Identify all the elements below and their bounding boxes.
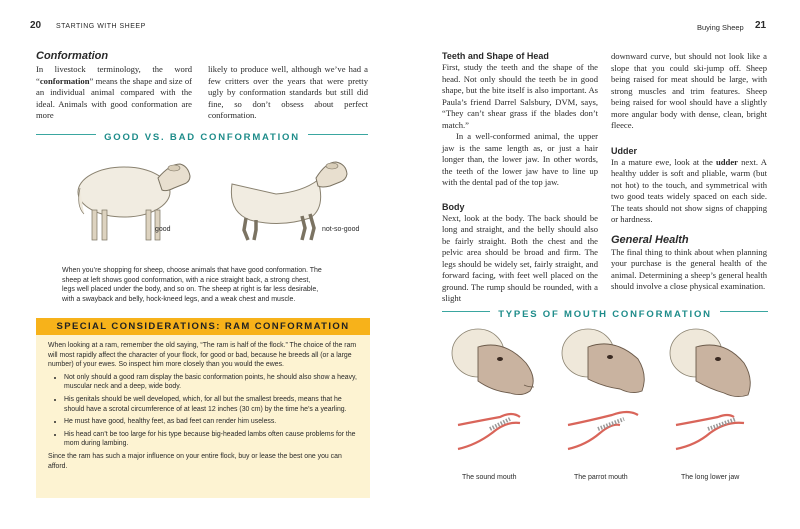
sidebar-bullets: [48, 373, 358, 449]
caption-sound-mouth: The sound mouth: [462, 474, 517, 481]
section-title-good-bad: GOOD VS. BAD CONFORMATION: [96, 132, 308, 143]
list-item: • His genitals should be well developed, which, for all but the smallest breeds, means that he should have a scrotal circumference of at least 12 inches (30 cm) by the time he’s a yearling.: [64, 395, 358, 414]
sidebar-title: SPECIAL CONSIDERATIONS: RAM CONFORMATION: [36, 318, 370, 335]
right-column-2: [611, 51, 767, 293]
running-head-right: Buying Sheep: [697, 23, 744, 32]
section-title-mouth: TYPES OF MOUTH CONFORMATION: [490, 309, 720, 320]
long-lower-jaw-head: [670, 329, 750, 397]
right-column-1: [442, 51, 598, 305]
figure-caption-conformation: When you’re shopping for sheep, choose animals that have good conformation. The sheep at left shows good conformation, with a nice straight back, a strong chest, legs well placed under the body, and so on. The sheep at right is far less desirable, with a swayback and belly, hock-kneed legs, and a weak chest and muscle.: [62, 267, 322, 303]
body-continued-text: downward curve, but should not look like a slope that you could ski-jump off. Sheep being raised for meat should be large, with strong muscles and trim features. Sheep being raised for wool should have a slightly more angular body with dense, clean, bright fleece.: [611, 51, 767, 130]
body-text: Next, look at the body. The back should be long and straight, and the belly should also be fairly straight. Both the chest and the pelvic area should be broad and firm. The legs should be widely set, fairly straight, and forward facing, with feet well placed on the ground. The rump should be rounded, with a slight: [442, 212, 598, 303]
teeth-p2: In a well-conformed animal, the upper jaw is the same length as, or just a hair longer than, the lower jaw. In other words, the teeth of the lower jaw have to line up with the dental pad of the top jaw.: [442, 131, 598, 187]
heading-udder: Udder: [611, 145, 638, 156]
section-title-wrap: [36, 127, 368, 145]
caption-long-lower-jaw: The long lower jaw: [681, 474, 740, 481]
list-item: • He must have good, healthy feet, as bad feet can render him useless.: [64, 417, 358, 427]
sound-mouth-head: [452, 329, 534, 395]
sidebar-closing: Since the ram has such a major influence on your entire flock, buy or lease the best one you can afford.: [48, 452, 342, 470]
teeth-text: [442, 62, 598, 189]
label-not-so-good: not-so-good: [322, 226, 360, 233]
term-conformation: conformation: [39, 75, 90, 86]
parrot-mouth-head: [562, 329, 644, 393]
heading-general-health: General Health: [611, 233, 689, 246]
sidebar-ram-conformation: [36, 318, 370, 498]
health-text: The final thing to think about when planning your purchase is the general health of the animal. Determining a sheep’s general health should involve a close physical examination.: [611, 246, 767, 291]
heading-conformation: Conformation: [36, 50, 109, 62]
list-item: • Not only should a good ram display the basic conformation points, he should also show a heavy, muscular neck and a deep, wide body.: [64, 373, 358, 392]
sidebar-body: [36, 335, 370, 471]
mouth-types-illustration: [448, 325, 768, 465]
caption-parrot-mouth: The parrot mouth: [574, 474, 628, 481]
page-number-right: 21: [755, 20, 767, 31]
section-title-mouth-wrap: [442, 304, 768, 322]
label-good: good: [155, 226, 171, 233]
running-head-left: STARTING WITH SHEEP: [56, 23, 146, 30]
page-number-left: 20: [30, 20, 42, 31]
conformation-col1: In livestock terminology, the word “conformation” means the shape and size of an individual animal compared with the ideal. Animals with good conformation are more: [36, 64, 192, 120]
conformation-col2: likely to produce well, although we’ve had a few critters over the years that were pretty ugly by conformation standards but still did fine, so don’t obsess about perfect conformation.: [208, 64, 368, 120]
sidebar-intro: When looking at a ram, remember the old saying, “The ram is half of the flock.” The choice of the ram will most rapidly affect the character of your flock, for good or bad, because he breeds all (or a large number) of your ewes. So inspect him more closely than you would the ewes.: [48, 342, 357, 369]
udder-text: In a mature ewe, look at the udder next. A healthy udder is soft and pliable, warm (but not hot) to the touch, and symmetrical with two good teats widely spaced on each side. The teats should not show signs of chapping or hardness.: [611, 156, 767, 224]
heading-teeth: Teeth and Shape of Head: [442, 51, 549, 61]
long-lower-jaw-jaw: [676, 415, 744, 449]
teeth-p1: First, study the teeth and the shape of the head. Not only should the teeth be in good shape, but the bite itself is also important. As Paula’s friend Darrel Salsbury, DVM, says, “They can’t shear grass if the blades don’t match.”: [442, 62, 598, 130]
list-item: • His head can’t be too large for his type because big-headed lambs often cause problems for the mom during lambing.: [64, 430, 358, 449]
sound-mouth-jaw: [458, 414, 520, 449]
parrot-mouth-jaw: [568, 412, 638, 449]
term-udder: udder: [716, 156, 738, 167]
heading-body: Body: [442, 201, 465, 212]
good-sheep-illustration: [58, 148, 198, 248]
